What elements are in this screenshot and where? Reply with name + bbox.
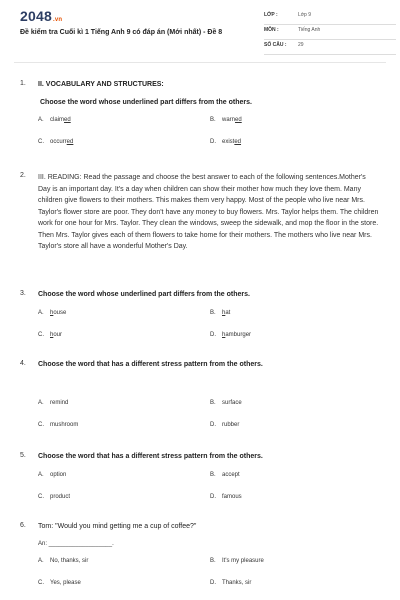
option-d[interactable] <box>210 493 242 500</box>
option-text: Thanks, sir <box>222 580 252 586</box>
option-c[interactable] <box>38 331 62 338</box>
option-letter: C. <box>38 422 44 428</box>
question-1 <box>20 80 380 150</box>
question-instruction: Choose the word whose underlined part differs from the others. <box>40 99 252 106</box>
options-row <box>38 309 380 321</box>
option-b[interactable] <box>210 116 242 123</box>
option-text: product <box>50 494 71 500</box>
options-row <box>38 557 380 569</box>
option-letter: A. <box>38 558 44 564</box>
question-number: 2. <box>20 172 26 179</box>
option-letter: D. <box>210 332 216 338</box>
meta-label: MÔN : <box>264 27 279 33</box>
option-text: hamburger <box>222 332 252 338</box>
option-text: warned <box>222 117 242 123</box>
option-text: rubber <box>222 422 240 428</box>
question-text: Choose the word that has a different stress pattern from the others. <box>38 361 263 368</box>
option-text: Yes, please <box>50 580 81 586</box>
question-6 <box>20 522 380 591</box>
meta-label: SỐ CÂU : <box>264 42 287 48</box>
option-letter: D. <box>210 422 216 428</box>
option-b[interactable] <box>210 399 242 406</box>
option-text: surface <box>222 400 242 406</box>
option-text: It's my pleasure <box>222 558 264 564</box>
question-text: Choose the word that has a different stress pattern from the others. <box>38 453 263 460</box>
logo-suffix: .vn <box>52 17 63 23</box>
question-number: 3. <box>20 290 26 297</box>
option-text: remind <box>50 400 69 406</box>
option-c[interactable] <box>38 421 78 428</box>
option-letter: A. <box>38 400 44 406</box>
question-2 <box>20 172 380 253</box>
meta-value: Lớp 9 <box>298 12 312 18</box>
option-a[interactable] <box>38 471 66 478</box>
option-d[interactable] <box>210 331 251 338</box>
option-text: existed <box>222 139 242 145</box>
option-letter: C. <box>38 139 44 145</box>
options-row <box>38 331 380 343</box>
options-row <box>38 138 380 150</box>
options-row <box>38 421 380 433</box>
option-letter: B. <box>210 400 216 406</box>
option-letter: D. <box>210 139 216 145</box>
site-logo[interactable] <box>20 8 62 24</box>
option-letter: A. <box>38 310 44 316</box>
option-a[interactable] <box>38 116 71 123</box>
option-c[interactable] <box>38 138 73 145</box>
question-5 <box>20 452 380 505</box>
question-text: Choose the word whose underlined part differs from the others. <box>38 291 250 298</box>
option-letter: C. <box>38 494 44 500</box>
logo-text: 2048 <box>20 8 52 24</box>
meta-row-subject <box>264 27 396 40</box>
option-letter: A. <box>38 117 44 123</box>
option-a[interactable] <box>38 557 88 564</box>
option-letter: B. <box>210 117 216 123</box>
option-text: hour <box>50 332 63 338</box>
option-b[interactable] <box>210 557 264 564</box>
option-c[interactable] <box>38 579 81 586</box>
option-a[interactable] <box>38 399 68 406</box>
option-letter: B. <box>210 310 216 316</box>
question-number: 1. <box>20 80 26 87</box>
option-d[interactable] <box>210 579 251 586</box>
question-3 <box>20 290 380 343</box>
options-row <box>38 471 380 483</box>
option-b[interactable] <box>210 309 230 316</box>
answer-blank: An: ___________________. <box>38 541 114 547</box>
meta-row-count <box>264 42 396 55</box>
option-d[interactable] <box>210 421 239 428</box>
option-letter: D. <box>210 494 216 500</box>
question-text: II. VOCABULARY AND STRUCTURES: <box>38 81 164 88</box>
option-letter: B. <box>210 558 216 564</box>
option-text: accept <box>222 472 240 478</box>
option-text: famous <box>222 494 242 500</box>
options-row <box>38 493 380 505</box>
meta-label: LỚP : <box>264 12 278 18</box>
question-number: 5. <box>20 452 26 459</box>
options-row <box>38 399 380 411</box>
option-text: house <box>50 310 67 316</box>
page-header <box>14 0 386 63</box>
meta-row-class <box>264 12 396 25</box>
option-text: claimed <box>50 117 71 123</box>
options-row <box>38 579 380 591</box>
option-text: option <box>50 472 67 478</box>
question-number: 6. <box>20 522 26 529</box>
option-text: hat <box>222 310 231 316</box>
option-text: No, thanks, sir <box>50 558 89 564</box>
option-letter: B. <box>210 472 216 478</box>
options-row <box>38 116 380 128</box>
option-text: occurred <box>50 139 74 145</box>
option-a[interactable] <box>38 309 66 316</box>
option-c[interactable] <box>38 493 70 500</box>
option-letter: A. <box>38 472 44 478</box>
option-b[interactable] <box>210 471 240 478</box>
page-title: Đề kiểm tra Cuối kì 1 Tiếng Anh 9 có đáp án (Mới nhất) - Đề 8 <box>20 29 223 36</box>
exam-meta <box>264 12 396 57</box>
question-text: Tom: "Would you mind getting me a cup of coffee?" <box>38 523 197 530</box>
option-letter: C. <box>38 580 44 586</box>
question-4 <box>20 360 380 433</box>
option-text: mushroom <box>50 422 79 428</box>
option-d[interactable] <box>210 138 241 145</box>
reading-passage: III. READING: Read the passage and choose the best answer to each of the following sentences.Mother's Day is an important day. It's a day when children can show their mother how much they love them. Many children give flowers to their mothers. This makes them very happy. Most of the people who live near Mrs. Taylor's flower store are poor. They don't have any money to buy flowers. Mrs. Taylor helps them. The children work for one hour for Mrs. Taylor. They clean the windows, sweep the sidewalk, and mop the floor in the store. Then Mrs. Taylor gives each of them flowers to take home for their mothers. The mothers who live near Mrs. Taylor's store all have a wonderful Mother's Day. <box>38 174 379 250</box>
meta-value: 29 <box>298 42 304 48</box>
question-number: 4. <box>20 360 26 367</box>
option-letter: C. <box>38 332 44 338</box>
option-letter: D. <box>210 580 216 586</box>
meta-value: Tiếng Anh <box>298 27 321 33</box>
